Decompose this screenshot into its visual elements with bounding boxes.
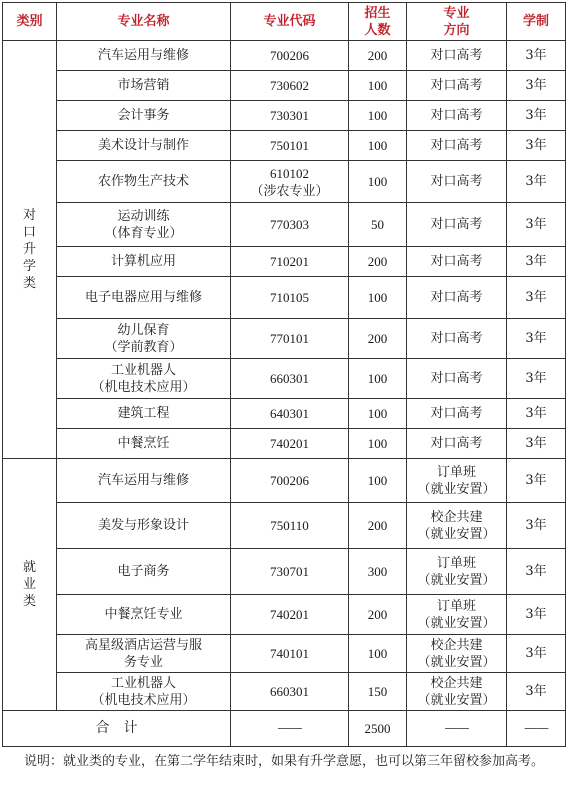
major-code-cell	[231, 41, 349, 71]
category-char: 就	[22, 560, 36, 575]
direction-cell	[407, 595, 507, 635]
major-code-line: 730701	[270, 564, 309, 579]
major-code-line: 750101	[270, 138, 309, 153]
direction-line: 对口高考	[430, 371, 483, 386]
category-char: 类	[22, 594, 36, 609]
major-name-line: 工业机器人	[110, 675, 176, 691]
enrollment-count: 300	[349, 549, 407, 595]
major-code-cell	[231, 101, 349, 131]
major-code-line: 740201	[270, 607, 309, 622]
direction-line: 校企共建	[430, 509, 483, 525]
enrollment-table	[2, 2, 566, 747]
duration-cell: 3年	[507, 359, 566, 399]
major-code-cell	[231, 277, 349, 319]
table-row	[3, 71, 566, 101]
major-code-line: 710105	[270, 290, 309, 305]
direction-cell	[407, 459, 507, 503]
footnote: 说明：就业类的专业，在第二学年结束时，如果有升学意愿，也可以第三年留校参加高考。	[24, 754, 545, 769]
direction-cell	[407, 41, 507, 71]
major-name-line: 农作物生产技术	[97, 174, 189, 189]
category-cell	[3, 459, 57, 711]
duration-cell: 3年	[507, 203, 566, 247]
duration-cell: 3年	[507, 131, 566, 161]
table-row	[3, 41, 566, 71]
major-code-cell	[231, 247, 349, 277]
category-char: 类	[22, 276, 36, 291]
major-name-line: 市场营销	[117, 78, 170, 93]
major-name-line: 高星级酒店运营与服	[84, 637, 202, 653]
header-row	[3, 3, 566, 41]
direction-cell	[407, 161, 507, 203]
total-duration: ——	[507, 711, 566, 747]
major-name-cell	[57, 359, 231, 399]
major-name-cell	[57, 399, 231, 429]
major-code-cell	[231, 359, 349, 399]
enrollment-count: 100	[349, 429, 407, 459]
direction-cell	[407, 673, 507, 711]
header-count	[349, 3, 407, 41]
direction-cell	[407, 203, 507, 247]
duration-cell: 3年	[507, 161, 566, 203]
major-name-line: 汽车运用与维修	[97, 48, 189, 63]
header-count-line2: 人数	[364, 22, 391, 38]
direction-line: 订单班	[436, 598, 476, 614]
major-code-line: 730301	[270, 108, 309, 123]
direction-line: 对口高考	[430, 254, 483, 269]
duration-cell: 3年	[507, 247, 566, 277]
major-name-cell	[57, 635, 231, 673]
direction-line: 订单班	[436, 464, 476, 480]
major-name-cell	[57, 549, 231, 595]
major-name-line: 汽车运用与维修	[97, 473, 189, 488]
major-code-cell	[231, 429, 349, 459]
duration-cell: 3年	[507, 277, 566, 319]
major-name-line: 运动训练	[117, 208, 170, 224]
duration-cell: 3年	[507, 399, 566, 429]
major-code-cell	[231, 549, 349, 595]
duration-cell: 3年	[507, 549, 566, 595]
table-row	[3, 319, 566, 359]
duration-cell: 3年	[507, 101, 566, 131]
duration-cell: 3年	[507, 635, 566, 673]
major-code-line: 730602	[270, 78, 309, 93]
major-code-line: 700206	[270, 48, 309, 63]
major-name-cell	[57, 277, 231, 319]
table-row	[3, 203, 566, 247]
enrollment-count: 100	[349, 131, 407, 161]
major-code-cell	[231, 459, 349, 503]
major-code-line: 740101	[270, 646, 309, 661]
direction-line: 对口高考	[430, 78, 483, 93]
table-row	[3, 635, 566, 673]
major-name-line: 务专业	[123, 654, 163, 670]
major-name-line: 电子商务	[117, 564, 170, 579]
direction-cell	[407, 319, 507, 359]
major-code-cell	[231, 71, 349, 101]
enrollment-count: 200	[349, 247, 407, 277]
enrollment-count: 50	[349, 203, 407, 247]
table-body	[3, 41, 566, 711]
direction-cell	[407, 131, 507, 161]
duration-cell: 3年	[507, 71, 566, 101]
major-code-cell	[231, 399, 349, 429]
direction-cell	[407, 635, 507, 673]
enrollment-count: 100	[349, 359, 407, 399]
direction-line: 对口高考	[430, 436, 483, 451]
direction-cell	[407, 71, 507, 101]
major-code-cell	[231, 673, 349, 711]
direction-cell	[407, 429, 507, 459]
major-name-cell	[57, 459, 231, 503]
enrollment-count: 100	[349, 161, 407, 203]
major-code-line: 710201	[270, 254, 309, 269]
direction-line: （就业安置）	[417, 572, 496, 588]
major-name-line: 会计事务	[117, 108, 170, 123]
direction-line: 对口高考	[430, 174, 483, 189]
major-name-line: （学前教育）	[104, 339, 183, 355]
major-code-cell	[231, 635, 349, 673]
header-category: 类别	[3, 3, 57, 41]
direction-cell	[407, 277, 507, 319]
direction-line: 校企共建	[430, 675, 483, 691]
enrollment-count: 200	[349, 41, 407, 71]
major-name-cell	[57, 41, 231, 71]
major-name-line: （体育专业）	[104, 225, 183, 241]
major-code-line: 610102	[270, 165, 309, 181]
major-name-cell	[57, 71, 231, 101]
header-count-line1: 招生	[364, 5, 391, 21]
duration-cell: 3年	[507, 459, 566, 503]
major-name-line: 幼儿保育	[117, 322, 170, 338]
header-direction	[407, 3, 507, 41]
major-code-cell	[231, 131, 349, 161]
major-code-cell	[231, 203, 349, 247]
header-direction-line2: 方向	[443, 22, 470, 38]
major-code-cell	[231, 503, 349, 549]
direction-cell	[407, 549, 507, 595]
major-name-line: 建筑工程	[117, 406, 170, 421]
direction-line: （就业安置）	[417, 615, 496, 631]
major-name-cell	[57, 319, 231, 359]
table-row	[3, 399, 566, 429]
enrollment-count: 200	[349, 595, 407, 635]
major-name-cell	[57, 203, 231, 247]
enrollment-count: 200	[349, 319, 407, 359]
major-code-line: （涉农专业）	[250, 182, 329, 198]
table-row	[3, 161, 566, 203]
table-row	[3, 503, 566, 549]
direction-line: （就业安置）	[417, 481, 496, 497]
header-direction-line1: 专业	[443, 5, 470, 21]
table-row	[3, 673, 566, 711]
direction-line: （就业安置）	[417, 526, 496, 542]
enrollment-count: 100	[349, 101, 407, 131]
direction-line: 对口高考	[430, 290, 483, 305]
total-code: ——	[231, 711, 349, 747]
major-name-cell	[57, 503, 231, 549]
total-label: 合 计	[3, 711, 231, 747]
major-name-line: 美术设计与制作	[97, 138, 189, 153]
direction-line: 对口高考	[430, 406, 483, 421]
major-code-line: 700206	[270, 473, 309, 488]
direction-cell	[407, 359, 507, 399]
direction-line: 对口高考	[430, 108, 483, 123]
direction-line: （就业安置）	[417, 692, 496, 708]
major-name-cell	[57, 595, 231, 635]
category-char: 学	[22, 259, 36, 274]
category-char: 口	[22, 225, 36, 240]
table-row	[3, 359, 566, 399]
major-name-line: 美发与形象设计	[97, 518, 189, 533]
major-name-cell	[57, 161, 231, 203]
major-name-cell	[57, 101, 231, 131]
major-name-cell	[57, 673, 231, 711]
major-name-line: 中餐烹饪专业	[104, 607, 183, 622]
table-row	[3, 131, 566, 161]
duration-cell: 3年	[507, 41, 566, 71]
enrollment-count: 150	[349, 673, 407, 711]
direction-line: 对口高考	[430, 138, 483, 153]
direction-cell	[407, 247, 507, 277]
table-row	[3, 247, 566, 277]
major-name-line: （机电技术应用）	[91, 692, 196, 708]
duration-cell: 3年	[507, 429, 566, 459]
table-row	[3, 277, 566, 319]
major-code-line: 770303	[270, 217, 309, 232]
major-code-line: 770101	[270, 331, 309, 346]
enrollment-count: 100	[349, 399, 407, 429]
major-code-line: 640301	[270, 406, 309, 421]
duration-cell: 3年	[507, 319, 566, 359]
enrollment-count: 100	[349, 635, 407, 673]
direction-cell	[407, 101, 507, 131]
major-code-line: 740201	[270, 436, 309, 451]
header-duration: 学制	[507, 3, 566, 41]
major-name-line: 计算机应用	[110, 254, 176, 269]
table-row	[3, 101, 566, 131]
major-name-line: 工业机器人	[110, 362, 176, 378]
enrollment-count: 100	[349, 277, 407, 319]
major-code-line: 750110	[270, 518, 309, 533]
enrollment-count: 100	[349, 71, 407, 101]
duration-cell: 3年	[507, 503, 566, 549]
category-cell	[3, 41, 57, 459]
major-code-cell	[231, 319, 349, 359]
table-row	[3, 595, 566, 635]
major-name-cell	[57, 429, 231, 459]
major-name-line: 中餐烹饪	[117, 436, 170, 451]
table-row	[3, 429, 566, 459]
direction-line: 订单班	[436, 555, 476, 571]
direction-cell	[407, 399, 507, 429]
category-char: 升	[22, 242, 36, 257]
duration-cell: 3年	[507, 595, 566, 635]
duration-cell: 3年	[507, 673, 566, 711]
direction-line: （就业安置）	[417, 654, 496, 670]
total-direction: ——	[407, 711, 507, 747]
total-row	[3, 711, 566, 747]
major-name-line: （机电技术应用）	[91, 379, 196, 395]
table-row	[3, 459, 566, 503]
direction-line: 对口高考	[430, 331, 483, 346]
major-name-cell	[57, 247, 231, 277]
enrollment-count: 100	[349, 459, 407, 503]
enrollment-count: 200	[349, 503, 407, 549]
major-name-cell	[57, 131, 231, 161]
major-code-cell	[231, 595, 349, 635]
major-code-cell	[231, 161, 349, 203]
major-code-line: 660301	[270, 684, 309, 699]
major-code-line: 660301	[270, 371, 309, 386]
table-row	[3, 549, 566, 595]
direction-cell	[407, 503, 507, 549]
category-char: 业	[22, 577, 36, 592]
direction-line: 对口高考	[430, 48, 483, 63]
header-code: 专业代码	[231, 3, 349, 41]
direction-line: 对口高考	[430, 217, 483, 232]
direction-line: 校企共建	[430, 637, 483, 653]
major-name-line: 电子电器应用与维修	[84, 290, 202, 305]
category-char: 对	[22, 208, 36, 223]
total-count: 2500	[349, 711, 407, 747]
header-major: 专业名称	[57, 3, 231, 41]
